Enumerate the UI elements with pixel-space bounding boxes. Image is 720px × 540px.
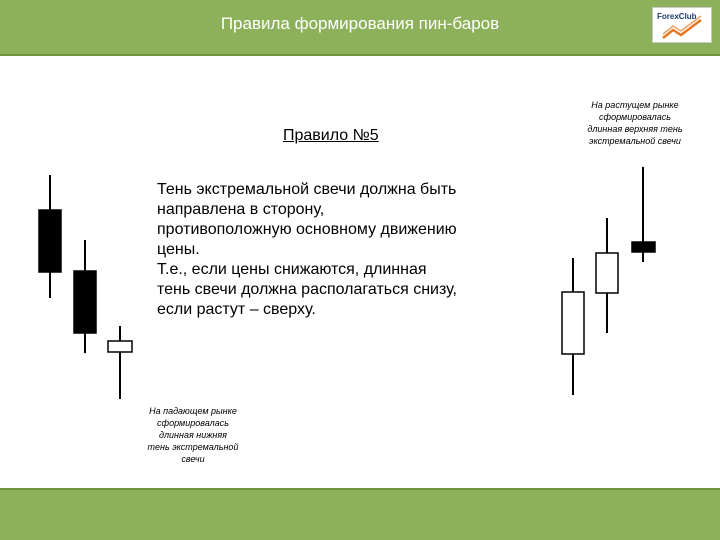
rule-line: если растут – сверху.	[157, 301, 316, 318]
caption-line: экстремальной свечи	[589, 136, 681, 146]
caption-falling-market	[122, 405, 264, 465]
page-title: Правила формирования пин-баров	[220, 14, 500, 33]
rule-title: Правило №5	[283, 127, 379, 144]
bearish-candle-2	[74, 240, 96, 353]
caption-line: тень экстремальной	[147, 442, 239, 452]
caption-rising-market	[560, 99, 710, 147]
pin-bar-candle-long-lower-shadow	[108, 326, 132, 399]
rule-line: тень свечи должна располагаться снизу,	[157, 281, 457, 298]
rule-line: Т.е., если цены снижаются, длинная	[157, 261, 427, 278]
caption-line: длинная верхняя тень	[587, 124, 683, 134]
caption-line: На падающем рынке	[149, 406, 237, 416]
rule-line: цены.	[157, 241, 200, 258]
rule-line: противоположную основному движению	[157, 221, 457, 238]
falling-market-candles	[39, 175, 132, 399]
caption-line: На растущем рынке	[591, 100, 679, 110]
pin-bar-candle-long-upper-shadow	[632, 167, 655, 262]
caption-line: свечи	[181, 454, 205, 464]
caption-line: длинная нижняя	[159, 430, 227, 440]
bearish-candle-1	[39, 175, 61, 298]
bullish-candle-1	[562, 258, 584, 395]
caption-line: сформировалась	[599, 112, 671, 122]
logo-text: ForexClub	[657, 12, 697, 21]
caption-line: сформировалась	[157, 418, 229, 428]
rule-line: Тень экстремальной свечи должна быть	[157, 181, 457, 198]
bullish-candle-2	[596, 218, 618, 333]
rule-line: направлена в сторону,	[157, 201, 325, 218]
footer-bar	[0, 488, 720, 540]
rising-market-candles	[562, 167, 655, 395]
